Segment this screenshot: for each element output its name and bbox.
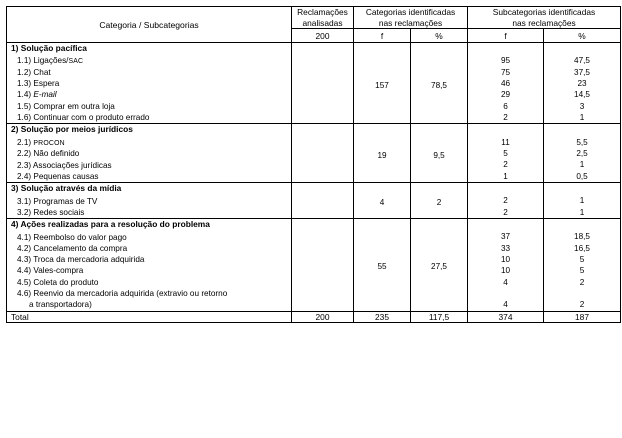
section-2-number: 2) <box>11 124 19 135</box>
section-1-sub-f <box>468 43 544 124</box>
section-4-cat-pct: 27,5 <box>411 219 468 312</box>
header-analyzed-count: 200 <box>292 29 354 43</box>
section-1-title <box>7 43 291 55</box>
section-3-number: 3) <box>11 183 19 194</box>
header-analyzed <box>292 7 354 29</box>
table-row <box>7 183 621 219</box>
list-item: 4.6) Reenvio da mercadoria adquirida (extravio ou retorno a transportadora) <box>17 289 228 310</box>
total-label: Total <box>7 311 292 322</box>
section-3-cat-f: 4 <box>354 183 411 219</box>
section-2-cat-f: 19 <box>354 124 411 183</box>
header-sub-pct: % <box>544 29 621 43</box>
total-cat-f: 235 <box>354 311 411 322</box>
list-item: 1.3) Espera <box>17 79 60 89</box>
list-item: 1.5) Comprar em outra loja <box>17 101 115 111</box>
list-item: 2.4) Pequenas causas <box>17 171 99 181</box>
list-item: 4.4) Vales-compra <box>17 266 84 276</box>
list-item: 4.3) Troca da mercadoria adquirida <box>17 255 145 265</box>
table-total-row <box>7 311 621 322</box>
header-subcategories-identified <box>468 7 621 29</box>
header-category: Categoria / Subcategorias <box>7 7 292 43</box>
table-row <box>7 124 621 183</box>
section-2-analyzed <box>292 124 354 183</box>
header-cat-pct: % <box>411 29 468 43</box>
section-4-labels <box>7 219 292 312</box>
header-analyzed-line1: Reclamações <box>297 7 348 17</box>
header-subcategories-line1: Subcategorias identificadas <box>492 7 596 17</box>
section-1-sub-f-list: 95 75 46 29 6 2 <box>500 56 511 122</box>
section-1-sub-pct-list: 47,5 37,5 23 14,5 3 1 <box>574 56 590 122</box>
section-1-analyzed <box>292 43 354 124</box>
section-3-sub-f <box>468 183 544 219</box>
section-2-title <box>7 124 291 136</box>
section-1-cat-pct: 78,5 <box>411 43 468 124</box>
data-table <box>6 6 621 323</box>
list-item: 1.2) Chat <box>17 67 51 77</box>
list-item: 4.2) Cancelamento da compra <box>17 243 128 253</box>
section-2-cat-pct: 9,5 <box>411 124 468 183</box>
section-4-sub-pct <box>544 219 621 312</box>
list-item: 3.2) Redes sociais <box>17 207 85 217</box>
total-sub-pct: 187 <box>544 311 621 322</box>
header-subcategories-line2: nas reclamações <box>512 17 576 28</box>
header-categories-line2: nas reclamações <box>378 17 443 28</box>
list-item: 1.4) E-mail <box>17 90 57 100</box>
section-2-sub-pct <box>544 124 621 183</box>
total-cat-pct: 117,5 <box>411 311 468 322</box>
section-4-number: 4) <box>11 219 19 230</box>
section-2-sub-f <box>468 124 544 183</box>
section-3-sub-f-list: 2 2 <box>503 196 508 217</box>
section-3-cat-pct: 2 <box>411 183 468 219</box>
table-row <box>7 43 621 124</box>
section-2-title-text: Solução por meios jurídicos <box>20 124 133 135</box>
section-3-sub-pct-list: 1 1 <box>579 196 585 217</box>
list-item: 3.1) Programas de TV <box>17 196 98 206</box>
list-item: 1.6) Continuar com o produto errado <box>17 113 150 123</box>
table-row <box>7 219 621 312</box>
header-sub-f: f <box>468 29 544 43</box>
list-item: 4.1) Reembolso do valor pago <box>17 232 127 242</box>
header-categories-identified <box>354 7 468 29</box>
section-1-cat-f: 157 <box>354 43 411 124</box>
section-4-analyzed <box>292 219 354 312</box>
list-item: 2.2) Não definido <box>17 149 80 159</box>
total-analyzed: 200 <box>292 311 354 322</box>
total-sub-f: 374 <box>468 311 544 322</box>
header-analyzed-line2: analisadas <box>302 17 343 28</box>
section-4-sub-f <box>468 219 544 312</box>
section-2-sub-pct-list: 5,5 2,5 1 0,5 <box>576 137 588 181</box>
list-item: 2.3) Associações jurídicas <box>17 160 112 170</box>
list-item: 2.1) PROCON <box>17 137 65 147</box>
section-3-labels <box>7 183 292 219</box>
table-header-row-1 <box>7 7 621 29</box>
section-3-title <box>7 183 291 195</box>
section-3-sub-pct <box>544 183 621 219</box>
section-4-cat-f: 55 <box>354 219 411 312</box>
section-1-number: 1) <box>11 43 19 53</box>
section-2-sub-f-list: 11 5 2 1 <box>501 137 510 181</box>
section-1-title-text: Solução pacífica <box>20 43 87 53</box>
section-4-sub-f-list: 37 33 10 10 4 4 <box>500 232 511 309</box>
header-cat-f: f <box>354 29 411 43</box>
section-4-sub-pct-list: 18,5 16,5 5 5 2 2 <box>574 232 590 309</box>
section-1-sub-pct <box>544 43 621 124</box>
list-item: 1.1) Ligações/SAC <box>17 56 84 66</box>
section-3-analyzed <box>292 183 354 219</box>
section-4-title-text: Ações realizadas para a resolução do problema <box>20 219 210 230</box>
section-4-title <box>7 219 291 231</box>
section-1-labels <box>7 43 292 124</box>
section-2-labels <box>7 124 292 183</box>
header-categories-line1: Categorias identificadas <box>365 7 456 17</box>
list-item: 4.5) Coleta do produto <box>17 277 99 287</box>
section-3-title-text: Solução através da mídia <box>20 183 122 194</box>
